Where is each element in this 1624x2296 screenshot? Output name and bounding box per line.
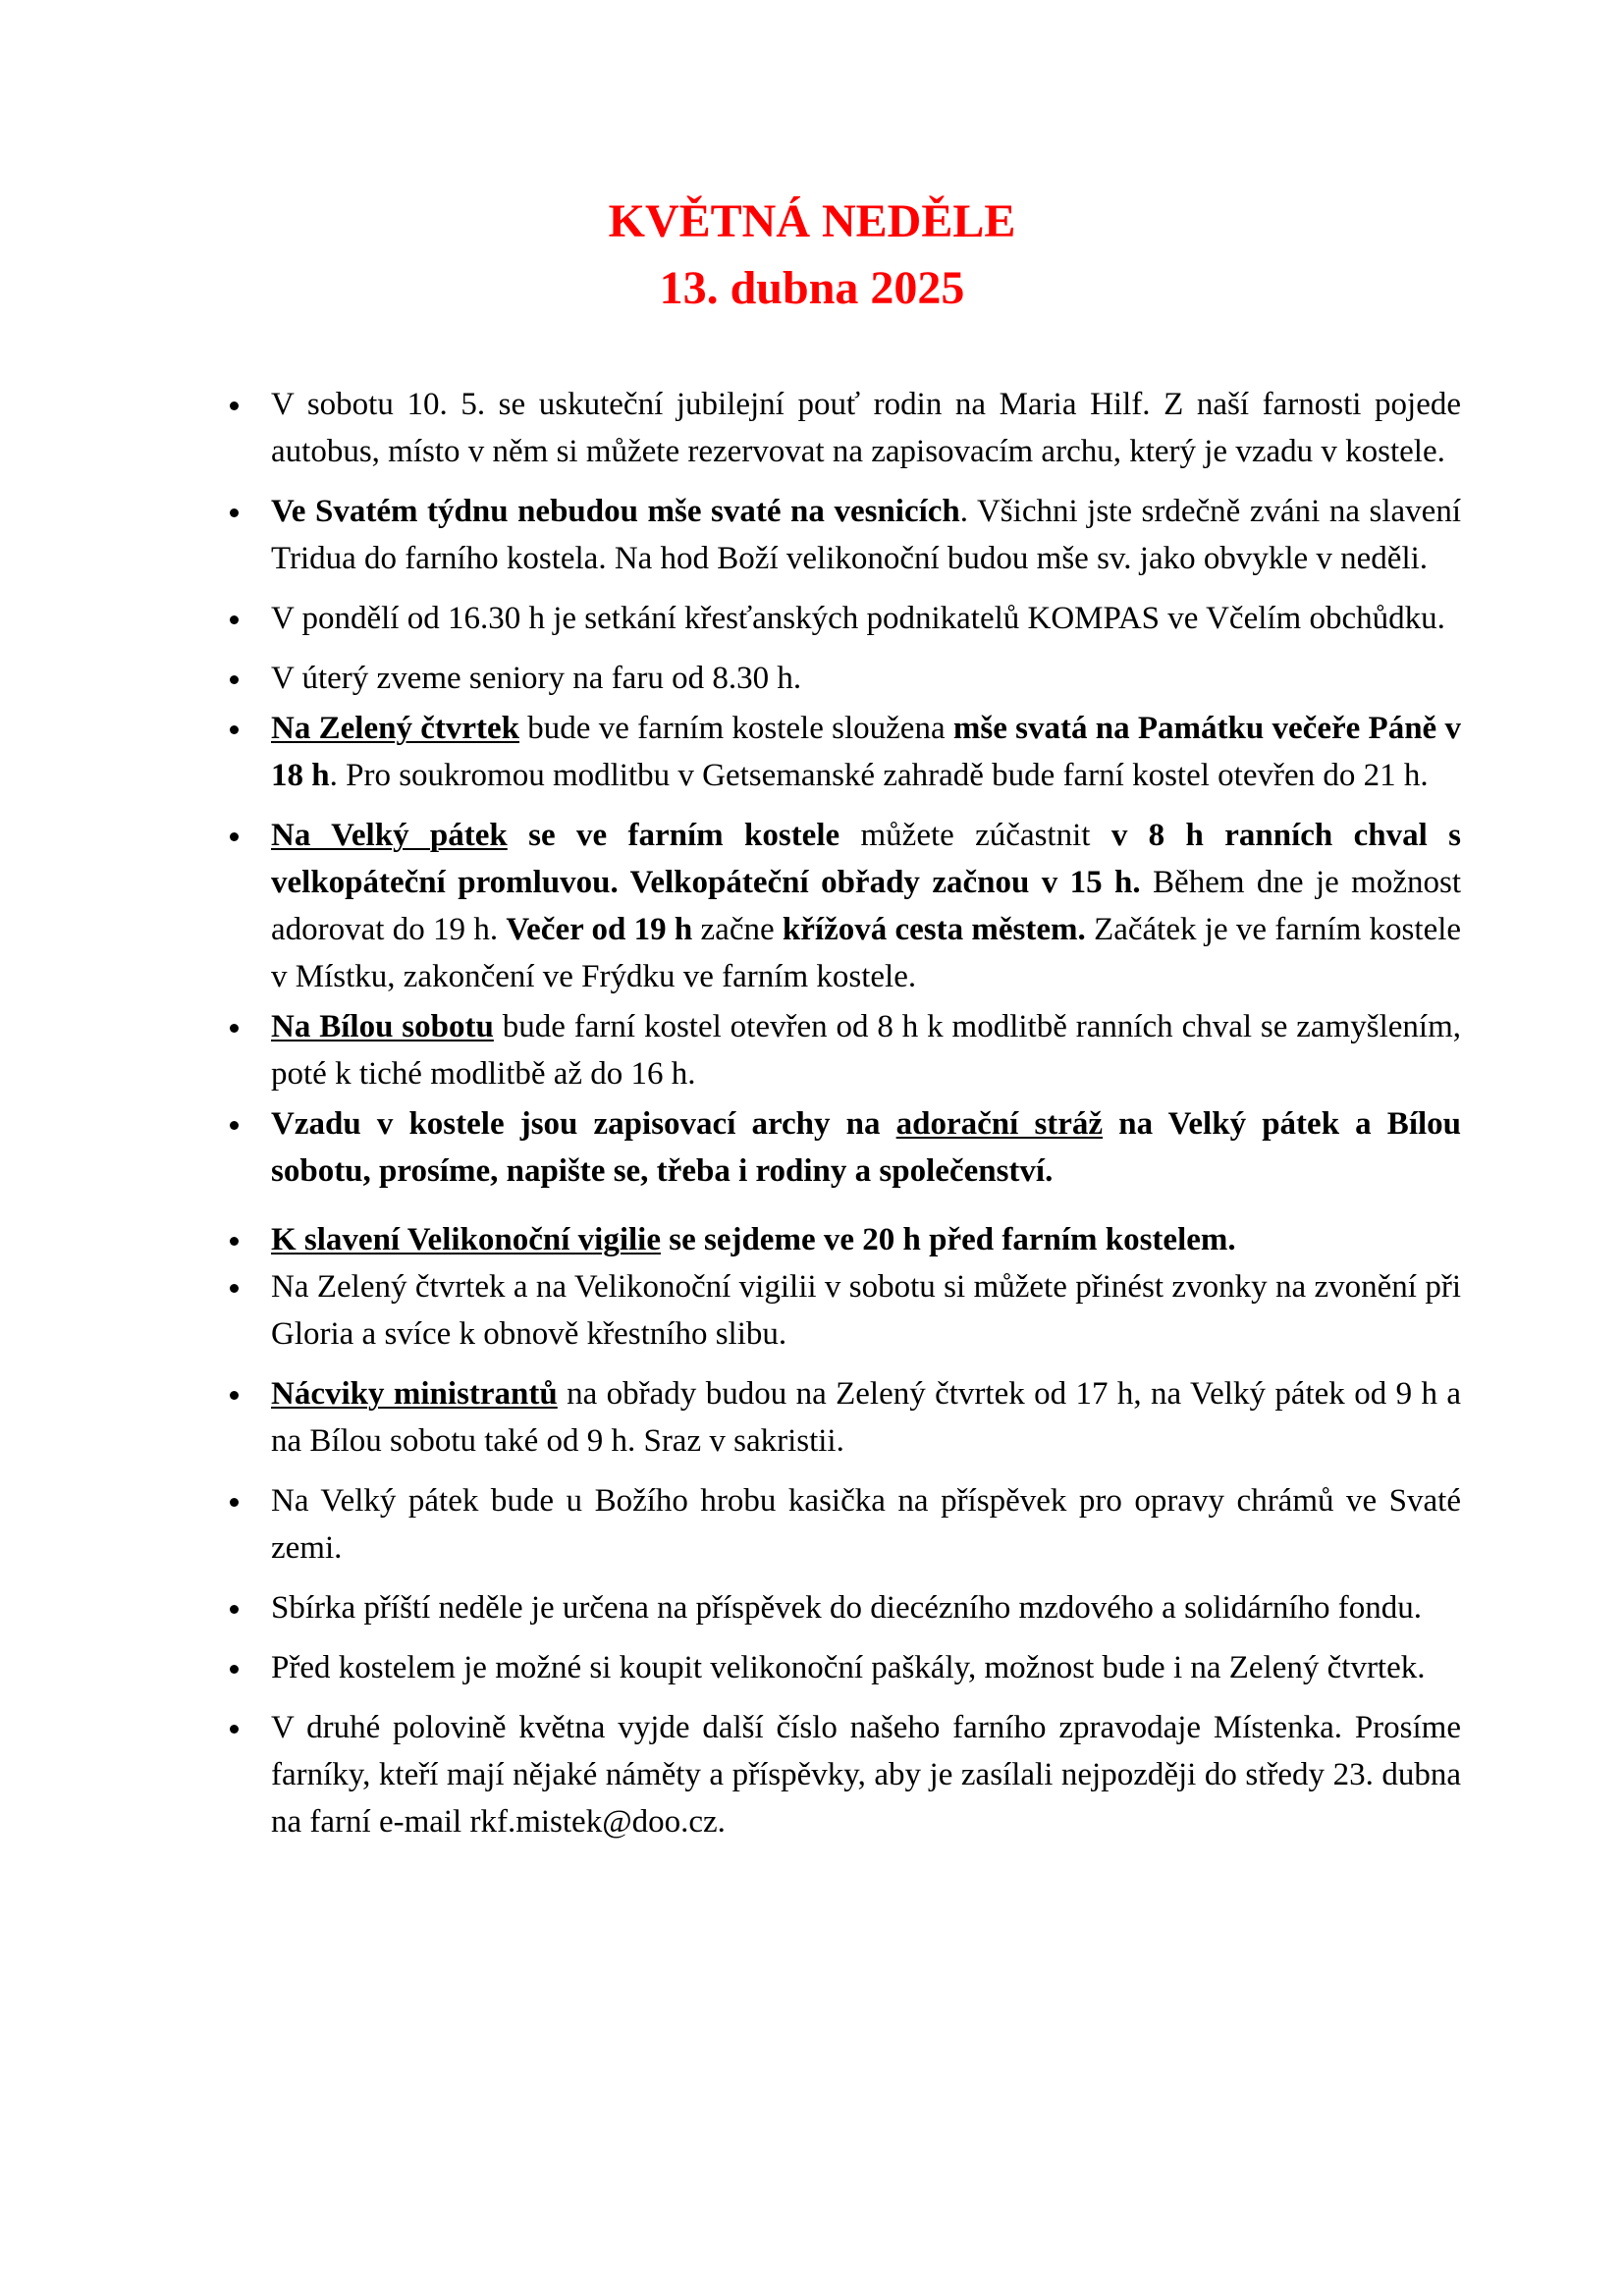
announcement-list [222,381,1461,1845]
bullet-icon [230,1121,239,1130]
bullet-icon [230,832,239,841]
list-item: Před kostelem je možné si koupit velikonoční paškály, možnost bude i na Zelený čtvrtek. [222,1644,1461,1691]
bullet-icon [230,1498,239,1507]
list-item: Na Zelený čtvrtek bude ve farním kostele sloužena mše svatá na Památku večeře Páně v 18 h. Pro soukromou modlitbu v Getsemanské zahradě bude farní kostel otevřen do 21 h. [222,705,1461,799]
page-title: KVĚTNÁ NEDĚLE [608,195,1016,247]
bullet-icon [230,1024,239,1033]
bullet-icon [230,1237,239,1246]
list-item: V sobotu 10. 5. se uskuteční jubilejní pouť rodin na Maria Hilf. Z naší farnosti pojede autobus, místo v něm si můžete rezervovat na zapisovacím archu, který je vzadu v kostele. [222,381,1461,475]
list-item: Nácviky ministrantů na obřady budou na Zelený čtvrtek od 17 h, na Velký pátek od 9 h a na Bílou sobotu také od 9 h. Sraz v sakristii. [222,1370,1461,1465]
bullet-icon [230,401,239,410]
list-item: V pondělí od 16.30 h je setkání křesťanských podnikatelů KOMPAS ve Včelím obchůdku. [222,595,1461,642]
bullet-icon [230,1725,239,1734]
title-block [0,188,1624,322]
bullet-icon [230,615,239,624]
list-item: Na Velký pátek se ve farním kostele můžete zúčastnit v 8 h ranních chval s velkopáteční promluvou. Velkopáteční obřady začnou v 15 h. Během dne je možnost adorovat do 19 h. Večer od 19 h začne křížová cesta městem. Začátek je ve farním kostele v Místku, zakončení ve Frýdku ve farním kostele. [222,812,1461,1000]
bullet-icon [230,1665,239,1674]
bullet-icon [230,675,239,684]
list-item: Vzadu v kostele jsou zapisovací archy na adorační stráž na Velký pátek a Bílou sobotu, prosíme, napište se, třeba i rodiny a společenství. [222,1100,1461,1195]
list-item: Sbírka příští neděle je určena na příspěvek do diecézního mzdového a solidárního fondu. [222,1584,1461,1631]
list-item: V druhé polovině května vyjde další číslo našeho farního zpravodaje Místenka. Prosíme farníky, kteří mají nějaké náměty a příspěvky, aby je zasílali nejpozději do středy 23. dubna na farní e-mail rkf.mistek@doo.cz. [222,1704,1461,1845]
list-item: Na Zelený čtvrtek a na Velikonoční vigilii v sobotu si můžete přinést zvonky na zvonění při Gloria a svíce k obnově křestního slibu. [222,1263,1461,1358]
bullet-icon [230,725,239,734]
bullet-icon [230,1284,239,1293]
bullet-icon [230,1391,239,1400]
bullet-icon [230,1605,239,1614]
list-item: Na Velký pátek bude u Božího hrobu kasička na příspěvek pro opravy chrámů ve Svaté zemi. [222,1477,1461,1572]
list-item: V úterý zveme seniory na faru od 8.30 h. [222,655,1461,702]
bullet-icon [230,508,239,517]
list-item: Na Bílou sobotu bude farní kostel otevřen od 8 h k modlitbě ranních chval se zamyšlením, poté k tiché modlitbě až do 16 h. [222,1003,1461,1097]
list-item: Ve Svatém týdnu nebudou mše svaté na vesnicích. Všichni jste srdečně zváni na slavení Tridua do farního kostela. Na hod Boží velikonoční budou mše sv. jako obvykle v neděli. [222,488,1461,582]
page-date: 13. dubna 2025 [659,262,965,314]
list-item: K slavení Velikonoční vigilie se sejdeme ve 20 h před farním kostelem. [222,1216,1461,1263]
